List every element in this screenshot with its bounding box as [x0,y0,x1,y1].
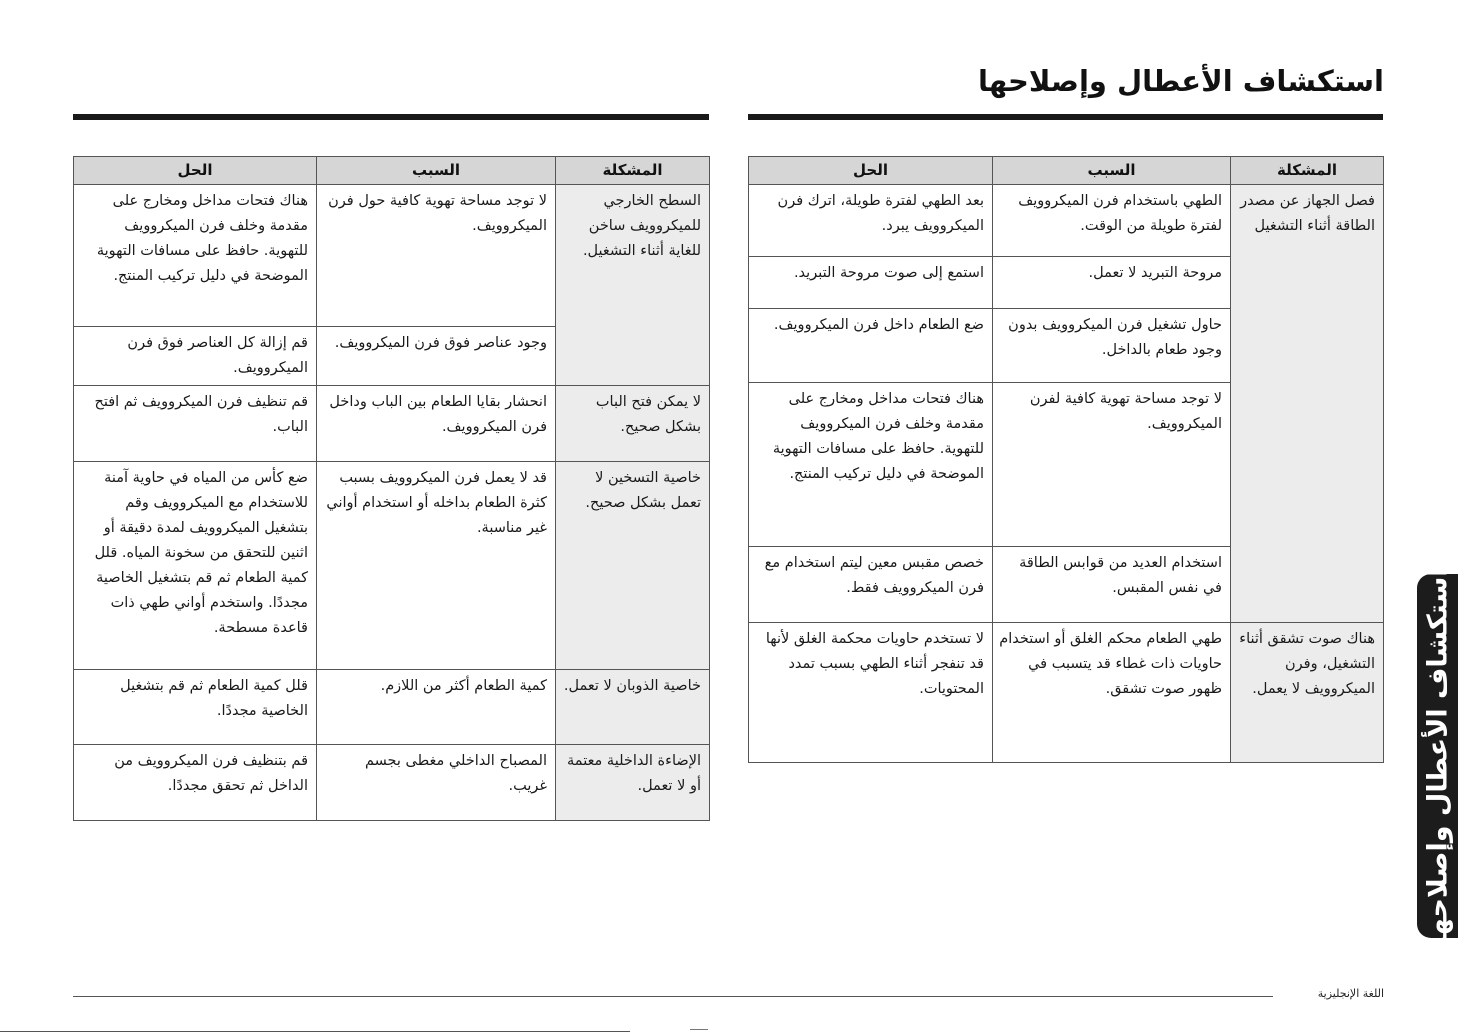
solution-cell: هناك فتحات مداخل ومخارج على مقدمة وخلف فرن الميكروويف للتهوية. حافظ على مسافات التهوية الموضحة في دليل تركيب المنتج. [74,185,317,327]
table-row [74,185,710,327]
solution-cell: استمع إلى صوت مروحة التبريد. [749,257,993,309]
solution-cell: ضع كأس من المياه في حاوية آمنة للاستخدام مع الميكروويف وقم بتشغيل الميكروويف لمدة دقيقة أو اثنين للتحقق من سخونة المياه. قلل كمية الطعام ثم قم بتشغيل الخاصية مجددًا. واستخدم أواني طهي ذات قاعدة مسطحة. [74,462,317,670]
problem-cell: هناك صوت تشقق أثناء التشغيل، وفرن الميكروويف لا يعمل. [1231,623,1384,763]
table-header-row [749,157,1384,185]
problem-cell: الإضاءة الداخلية معتمة أو لا تعمل. [556,745,710,821]
header-solution: الحل [74,157,317,185]
cause-cell: الطهي باستخدام فرن الميكروويف لفترة طويلة من الوقت. [993,185,1231,257]
troubleshooting-table-left [73,156,710,821]
table-row [749,185,1384,257]
cause-cell: المصباح الداخلي مغطى بجسم غريب. [317,745,556,821]
table-row [74,462,710,670]
crop-mark [690,1029,708,1030]
header-divider-left [73,114,709,120]
troubleshooting-table-right [748,156,1384,763]
table-row [74,670,710,745]
cause-cell: حاول تشغيل فرن الميكروويف بدون وجود طعام بالداخل. [993,309,1231,383]
section-side-tab-label [1417,566,1458,946]
header-problem: المشكلة [556,157,710,185]
side-tab-text: استكشاف الأعطال وإصلاحها [1422,566,1454,946]
solution-cell: بعد الطهي لفترة طويلة، اترك فرن الميكروويف يبرد. [749,185,993,257]
problem-cell: السطح الخارجي للميكروويف ساخن للغاية أثناء التشغيل. [556,185,710,386]
table-header-row [74,157,710,185]
solution-cell: هناك فتحات مداخل ومخارج على مقدمة وخلف فرن الميكروويف للتهوية. حافظ على مسافات التهوية الموضحة في دليل تركيب المنتج. [749,383,993,547]
table-row [749,623,1384,763]
solution-cell: قم تنظيف فرن الميكروويف ثم افتح الباب. [74,386,317,462]
cause-cell: مروحة التبريد لا تعمل. [993,257,1231,309]
problem-cell: خاصية التسخين لا تعمل بشكل صحيح. [556,462,710,670]
problem-cell: فصل الجهاز عن مصدر الطاقة أثناء التشغيل [1231,185,1384,623]
cause-cell: استخدام العديد من قوابس الطاقة في نفس المقبس. [993,547,1231,623]
cause-cell: وجود عناصر فوق فرن الميكروويف. [317,327,556,386]
solution-cell: قم إزالة كل العناصر فوق فرن الميكروويف. [74,327,317,386]
solution-cell: قلل كمية الطعام ثم قم بتشغيل الخاصية مجددًا. [74,670,317,745]
footer-language: اللغة الإنجليزية [1317,987,1384,1000]
solution-cell: خصص مقبس معين ليتم استخدام مع فرن الميكروويف فقط. [749,547,993,623]
page-bottom-rule [0,1031,630,1032]
solution-cell: قم بتنظيف فرن الميكروويف من الداخل ثم تحقق مجددًا. [74,745,317,821]
cause-cell: انحشار بقايا الطعام بين الباب وداخل فرن الميكروويف. [317,386,556,462]
cause-cell: طهي الطعام محكم الغلق أو استخدام حاويات ذات غطاء قد يتسبب في ظهور صوت تشقق. [993,623,1231,763]
header-problem: المشكلة [1231,157,1384,185]
header-cause: السبب [993,157,1231,185]
header-solution: الحل [749,157,993,185]
solution-cell: ضع الطعام داخل فرن الميكروويف. [749,309,993,383]
cause-cell: لا توجد مساحة تهوية كافية لفرن الميكروويف. [993,383,1231,547]
cause-cell: كمية الطعام أكثر من اللازم. [317,670,556,745]
cause-cell: لا توجد مساحة تهوية كافية حول فرن الميكروويف. [317,185,556,327]
solution-cell: لا تستخدم حاويات محكمة الغلق لأنها قد تنفجر أثناء الطهي بسبب تمدد المحتويات. [749,623,993,763]
table-row [74,386,710,462]
footer-divider [73,996,1273,997]
cause-cell: قد لا يعمل فرن الميكروويف بسبب كثرة الطعام بداخله أو استخدام أواني غير مناسبة. [317,462,556,670]
table-row [74,745,710,821]
problem-cell: لا يمكن فتح الباب بشكل صحيح. [556,386,710,462]
header-cause: السبب [317,157,556,185]
page-title: استكشاف الأعطال وإصلاحها [977,64,1384,98]
header-divider-right [748,114,1383,120]
problem-cell: خاصية الذوبان لا تعمل. [556,670,710,745]
